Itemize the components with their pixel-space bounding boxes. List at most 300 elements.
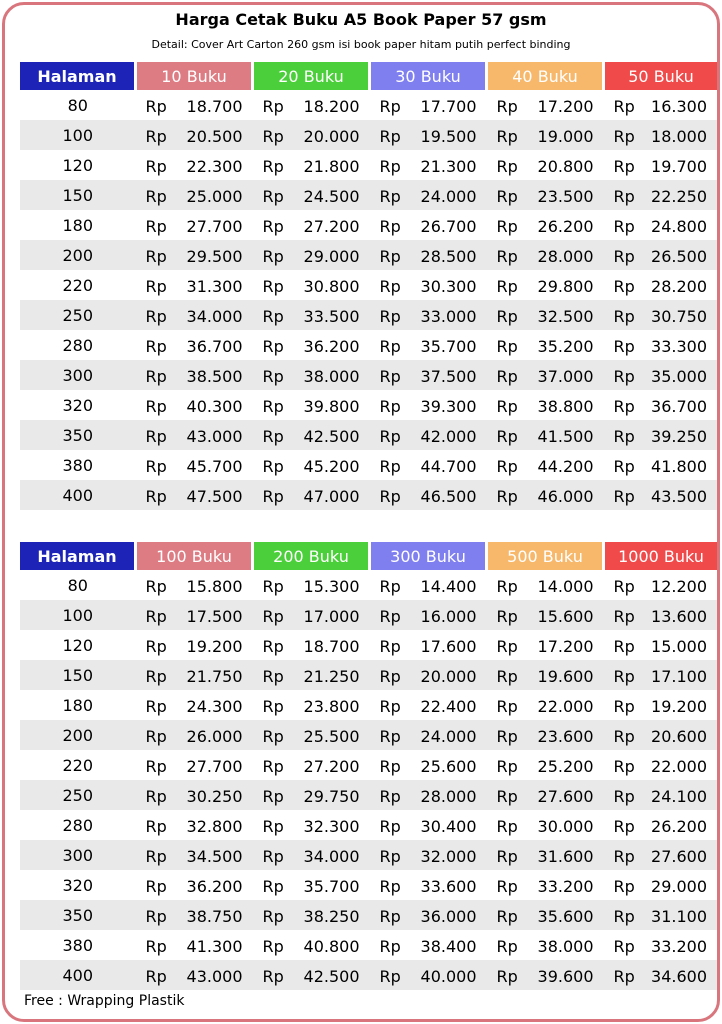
price-value: 33.500	[303, 307, 360, 326]
page-count-cell: 220	[62, 275, 94, 295]
currency-label: Rp	[262, 277, 284, 296]
price-cell	[487, 600, 604, 630]
price-cell	[604, 780, 718, 810]
price-cell	[136, 720, 253, 750]
currency-label: Rp	[379, 397, 401, 416]
price-cell	[370, 840, 487, 870]
page-count-cell: 80	[67, 575, 88, 595]
currency-label: Rp	[379, 757, 401, 776]
price-value: 23.600	[537, 727, 594, 746]
price-value: 32.800	[186, 817, 243, 836]
page-count-cell: 400	[20, 960, 136, 990]
currency-label: Rp	[379, 577, 401, 596]
currency-label: Rp	[496, 217, 518, 236]
price-value: 15.800	[186, 577, 243, 596]
price-value: 12.200	[651, 577, 707, 596]
currency-label: Rp	[379, 727, 401, 746]
currency-label: Rp	[145, 127, 167, 146]
price-value: 45.200	[303, 457, 360, 476]
price-value: 30.400	[420, 817, 477, 836]
price-cell	[370, 90, 487, 120]
currency-label: Rp	[145, 397, 167, 416]
price-cell	[487, 960, 604, 990]
price-value: 33.000	[420, 307, 477, 326]
currency-label: Rp	[379, 967, 401, 986]
price-value: 42.000	[420, 427, 477, 446]
price-cell	[370, 480, 487, 510]
price-cell	[370, 450, 487, 480]
price-cell	[253, 660, 370, 690]
table-row	[20, 690, 717, 720]
price-value: 26.500	[651, 247, 707, 266]
price-cell	[604, 300, 718, 330]
currency-label: Rp	[262, 367, 284, 386]
currency-label: Rp	[145, 667, 167, 686]
currency-label: Rp	[379, 697, 401, 716]
price-value: 18.000	[651, 127, 707, 146]
price-cell	[487, 180, 604, 210]
currency-label: Rp	[613, 187, 635, 206]
price-value: 37.000	[537, 367, 594, 386]
price-value: 33.300	[651, 337, 707, 356]
price-value: 39.250	[651, 427, 707, 446]
page-count-cell: 220	[62, 755, 94, 775]
page-subtitle: Detail: Cover Art Carton 260 gsm isi book paper hitam putih perfect binding	[151, 38, 571, 51]
price-cell	[604, 210, 718, 240]
currency-label: Rp	[613, 277, 635, 296]
currency-label: Rp	[379, 217, 401, 236]
price-value: 35.000	[651, 367, 707, 386]
table-row	[20, 150, 717, 180]
currency-label: Rp	[379, 487, 401, 506]
currency-label: Rp	[496, 757, 518, 776]
currency-label: Rp	[613, 127, 635, 146]
page-count-cell: 380	[62, 935, 94, 955]
price-value: 29.000	[651, 877, 707, 896]
price-cell	[136, 780, 253, 810]
currency-label: Rp	[262, 847, 284, 866]
price-cell	[253, 210, 370, 240]
price-cell	[136, 570, 253, 600]
currency-label: Rp	[145, 907, 167, 926]
price-cell	[487, 240, 604, 270]
currency-label: Rp	[262, 97, 284, 116]
price-cell	[370, 810, 487, 840]
price-cell	[604, 960, 718, 990]
currency-label: Rp	[145, 577, 167, 596]
currency-label: Rp	[613, 697, 635, 716]
price-cell	[604, 180, 718, 210]
price-value: 33.200	[651, 937, 707, 956]
currency-label: Rp	[496, 187, 518, 206]
price-value: 28.000	[537, 247, 594, 266]
price-value: 38.000	[303, 367, 360, 386]
price-cell	[136, 240, 253, 270]
price-cell	[604, 150, 718, 180]
price-cell	[487, 210, 604, 240]
page-count-cell: 350	[20, 420, 136, 450]
price-value: 24.500	[303, 187, 360, 206]
price-cell	[253, 780, 370, 810]
currency-label: Rp	[145, 877, 167, 896]
price-value: 29.750	[303, 787, 360, 806]
price-value: 21.250	[303, 667, 360, 686]
price-cell	[604, 420, 718, 450]
table-row	[20, 600, 717, 630]
price-cell	[604, 720, 718, 750]
currency-label: Rp	[496, 787, 518, 806]
page-count-cell: 400	[20, 480, 136, 510]
table-row	[20, 840, 717, 870]
price-cell	[487, 630, 604, 660]
currency-label: Rp	[613, 847, 635, 866]
price-value: 29.800	[537, 277, 594, 296]
currency-label: Rp	[496, 397, 518, 416]
price-cell	[487, 150, 604, 180]
column-header-quantity: 50 Buku	[604, 62, 718, 90]
price-cell	[604, 240, 718, 270]
price-value: 27.200	[303, 757, 360, 776]
price-cell	[253, 750, 370, 780]
price-value: 41.300	[186, 937, 243, 956]
page-count-cell: 320	[62, 875, 94, 895]
price-cell	[136, 180, 253, 210]
price-cell	[604, 600, 718, 630]
currency-label: Rp	[613, 217, 635, 236]
price-cell	[487, 720, 604, 750]
price-cell	[253, 960, 370, 990]
price-value: 13.600	[651, 607, 707, 626]
page-count-cell: 180	[62, 695, 94, 715]
currency-label: Rp	[496, 877, 518, 896]
price-value: 41.500	[537, 427, 594, 446]
price-cell	[604, 840, 718, 870]
price-value: 24.800	[651, 217, 707, 236]
price-cell	[253, 480, 370, 510]
price-value: 24.000	[420, 187, 477, 206]
price-cell	[370, 390, 487, 420]
price-value: 40.800	[303, 937, 360, 956]
price-cell	[604, 810, 718, 840]
page-count-cell: 120	[62, 635, 94, 655]
price-cell	[487, 750, 604, 780]
price-cell	[487, 390, 604, 420]
price-value: 22.000	[651, 757, 707, 776]
currency-label: Rp	[262, 877, 284, 896]
price-table-large-quantity	[20, 542, 717, 990]
currency-label: Rp	[496, 337, 518, 356]
price-cell	[487, 810, 604, 840]
price-cell	[253, 450, 370, 480]
currency-label: Rp	[496, 727, 518, 746]
currency-label: Rp	[613, 787, 635, 806]
price-value: 26.200	[537, 217, 594, 236]
page-count-cell: 280	[62, 335, 94, 355]
price-cell	[604, 630, 718, 660]
price-value: 25.200	[537, 757, 594, 776]
currency-label: Rp	[262, 127, 284, 146]
price-cell	[370, 750, 487, 780]
price-cell	[487, 300, 604, 330]
price-cell	[604, 330, 718, 360]
price-value: 15.000	[651, 637, 707, 656]
currency-label: Rp	[262, 307, 284, 326]
price-cell	[136, 750, 253, 780]
currency-label: Rp	[496, 697, 518, 716]
currency-label: Rp	[379, 607, 401, 626]
table-row	[20, 210, 717, 240]
price-cell	[253, 840, 370, 870]
price-value: 27.600	[651, 847, 707, 866]
price-cell	[604, 480, 718, 510]
table-row	[20, 270, 717, 300]
currency-label: Rp	[496, 907, 518, 926]
price-cell	[487, 870, 604, 900]
price-cell	[253, 180, 370, 210]
price-value: 24.100	[651, 787, 707, 806]
price-cell	[487, 270, 604, 300]
price-cell	[253, 900, 370, 930]
page-count-cell: 300	[20, 840, 136, 870]
price-value: 26.200	[651, 817, 707, 836]
table-row	[20, 240, 717, 270]
price-value: 19.600	[537, 667, 594, 686]
price-value: 42.500	[303, 967, 360, 986]
price-value: 44.700	[420, 457, 477, 476]
currency-label: Rp	[496, 577, 518, 596]
price-value: 29.000	[303, 247, 360, 266]
column-header-quantity: 20 Buku	[253, 62, 370, 90]
column-header-pages: Halaman	[20, 542, 136, 570]
price-cell	[136, 210, 253, 240]
price-value: 20.000	[303, 127, 360, 146]
price-value: 31.300	[186, 277, 243, 296]
page-count-cell: 200	[20, 720, 136, 750]
price-cell	[487, 840, 604, 870]
currency-label: Rp	[145, 937, 167, 956]
currency-label: Rp	[496, 157, 518, 176]
price-table-small-quantity	[20, 62, 717, 510]
currency-label: Rp	[613, 727, 635, 746]
price-value: 38.800	[537, 397, 594, 416]
currency-label: Rp	[379, 937, 401, 956]
price-cell	[136, 660, 253, 690]
price-cell	[487, 660, 604, 690]
price-value: 19.200	[186, 637, 243, 656]
currency-label: Rp	[145, 787, 167, 806]
currency-label: Rp	[613, 397, 635, 416]
price-value: 22.000	[537, 697, 594, 716]
currency-label: Rp	[496, 937, 518, 956]
price-cell	[253, 690, 370, 720]
price-cell	[253, 300, 370, 330]
currency-label: Rp	[379, 247, 401, 266]
currency-label: Rp	[613, 457, 635, 476]
price-cell	[136, 630, 253, 660]
currency-label: Rp	[145, 607, 167, 626]
currency-label: Rp	[145, 157, 167, 176]
column-header-quantity: 100 Buku	[136, 542, 253, 570]
currency-label: Rp	[613, 427, 635, 446]
price-cell	[370, 900, 487, 930]
table-row	[20, 960, 717, 990]
price-cell	[136, 840, 253, 870]
price-cell	[136, 930, 253, 960]
price-value: 26.000	[186, 727, 243, 746]
price-value: 38.000	[537, 937, 594, 956]
column-header-quantity: 10 Buku	[136, 62, 253, 90]
price-value: 22.400	[420, 697, 477, 716]
currency-label: Rp	[145, 97, 167, 116]
price-value: 15.600	[537, 607, 594, 626]
currency-label: Rp	[262, 637, 284, 656]
currency-label: Rp	[262, 457, 284, 476]
price-cell	[604, 270, 718, 300]
price-cell	[604, 870, 718, 900]
price-value: 39.800	[303, 397, 360, 416]
currency-label: Rp	[379, 907, 401, 926]
price-cell	[253, 150, 370, 180]
price-cell	[604, 660, 718, 690]
currency-label: Rp	[496, 607, 518, 626]
price-value: 19.700	[651, 157, 707, 176]
price-value: 35.700	[420, 337, 477, 356]
price-value: 25.600	[420, 757, 477, 776]
table-row	[20, 450, 717, 480]
price-value: 34.600	[651, 967, 707, 986]
currency-label: Rp	[379, 127, 401, 146]
currency-label: Rp	[379, 337, 401, 356]
currency-label: Rp	[496, 487, 518, 506]
price-value: 25.000	[186, 187, 243, 206]
price-cell	[604, 750, 718, 780]
price-cell	[136, 810, 253, 840]
currency-label: Rp	[145, 217, 167, 236]
price-value: 36.000	[420, 907, 477, 926]
price-cell	[370, 210, 487, 240]
price-cell	[136, 900, 253, 930]
price-cell	[370, 300, 487, 330]
currency-label: Rp	[145, 637, 167, 656]
price-cell	[253, 810, 370, 840]
price-cell	[370, 360, 487, 390]
currency-label: Rp	[262, 187, 284, 206]
currency-label: Rp	[613, 607, 635, 626]
price-value: 37.500	[420, 367, 477, 386]
price-cell	[370, 930, 487, 960]
price-value: 27.700	[186, 757, 243, 776]
currency-label: Rp	[496, 307, 518, 326]
price-cell	[487, 570, 604, 600]
price-cell	[253, 90, 370, 120]
table-row	[20, 870, 717, 900]
price-value: 40.300	[186, 397, 243, 416]
price-cell	[487, 120, 604, 150]
table-row	[20, 630, 717, 660]
price-value: 26.700	[420, 217, 477, 236]
price-value: 17.500	[186, 607, 243, 626]
price-value: 21.750	[186, 667, 243, 686]
currency-label: Rp	[496, 247, 518, 266]
price-value: 32.000	[420, 847, 477, 866]
price-cell	[487, 360, 604, 390]
price-value: 18.700	[186, 97, 243, 116]
currency-label: Rp	[262, 937, 284, 956]
currency-label: Rp	[379, 367, 401, 386]
price-value: 28.500	[420, 247, 477, 266]
currency-label: Rp	[379, 277, 401, 296]
currency-label: Rp	[145, 427, 167, 446]
price-cell	[136, 690, 253, 720]
price-value: 14.400	[420, 577, 477, 596]
price-value: 46.500	[420, 487, 477, 506]
price-value: 32.500	[537, 307, 594, 326]
price-cell	[253, 360, 370, 390]
price-cell	[253, 720, 370, 750]
table-row	[20, 720, 717, 750]
price-value: 23.800	[303, 697, 360, 716]
price-value: 38.500	[186, 367, 243, 386]
price-value: 24.300	[186, 697, 243, 716]
price-cell	[604, 390, 718, 420]
currency-label: Rp	[145, 757, 167, 776]
price-cell	[136, 420, 253, 450]
price-cell	[370, 660, 487, 690]
price-cell	[604, 900, 718, 930]
price-cell	[370, 780, 487, 810]
currency-label: Rp	[145, 847, 167, 866]
currency-label: Rp	[262, 757, 284, 776]
price-cell	[604, 120, 718, 150]
table-row	[20, 660, 717, 690]
price-cell	[370, 600, 487, 630]
price-cell	[604, 450, 718, 480]
column-header-quantity: 30 Buku	[370, 62, 487, 90]
price-cell	[487, 930, 604, 960]
currency-label: Rp	[496, 127, 518, 146]
price-value: 17.100	[651, 667, 707, 686]
price-value: 38.250	[303, 907, 360, 926]
currency-label: Rp	[145, 487, 167, 506]
currency-label: Rp	[613, 667, 635, 686]
currency-label: Rp	[496, 277, 518, 296]
footer-note: Free : Wrapping Plastik	[24, 993, 185, 1009]
price-value: 30.300	[420, 277, 477, 296]
page-count-cell: 100	[20, 600, 136, 630]
price-value: 33.200	[537, 877, 594, 896]
currency-label: Rp	[613, 757, 635, 776]
price-value: 38.750	[186, 907, 243, 926]
price-cell	[370, 630, 487, 660]
currency-label: Rp	[496, 427, 518, 446]
table-row	[20, 480, 717, 510]
page-count-cell: 380	[62, 455, 94, 475]
price-value: 45.700	[186, 457, 243, 476]
price-cell	[136, 90, 253, 120]
currency-label: Rp	[613, 157, 635, 176]
currency-label: Rp	[145, 337, 167, 356]
price-value: 17.200	[537, 637, 594, 656]
currency-label: Rp	[262, 697, 284, 716]
page-count-cell: 120	[62, 155, 94, 175]
currency-label: Rp	[262, 157, 284, 176]
price-value: 22.300	[186, 157, 243, 176]
page-count-cell: 250	[20, 780, 136, 810]
page-count-cell: 150	[20, 180, 136, 210]
price-value: 16.000	[420, 607, 477, 626]
price-value: 14.000	[537, 577, 594, 596]
column-header-quantity: 200 Buku	[253, 542, 370, 570]
